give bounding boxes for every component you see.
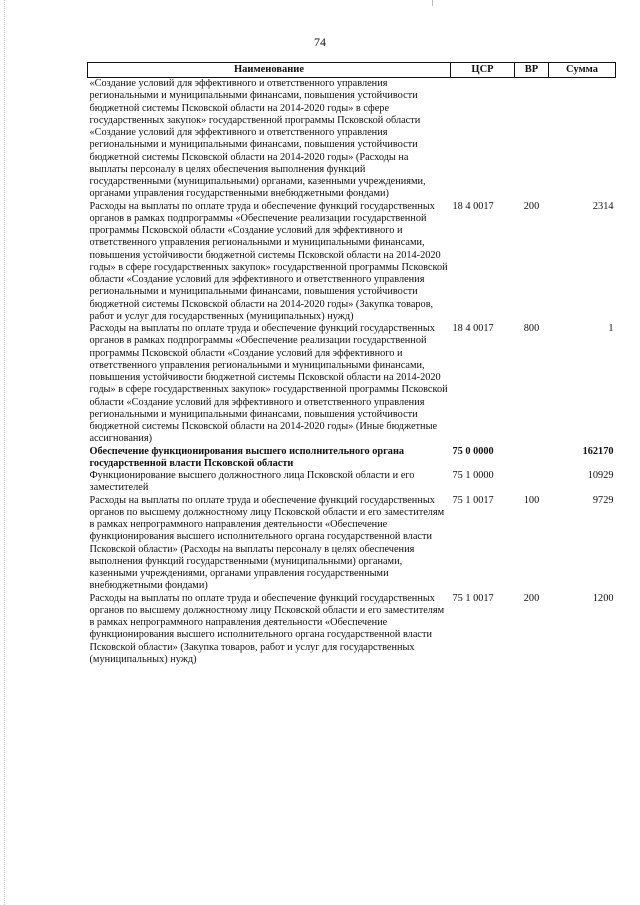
row-sum: 2314 bbox=[592, 200, 614, 212]
row-vr: 100 bbox=[523, 494, 540, 506]
row-sum: 1200 bbox=[592, 592, 614, 604]
row-csr: 18 4 0017 bbox=[452, 323, 494, 334]
header-name: Наименование bbox=[88, 63, 451, 78]
row-csr: 75 1 0017 bbox=[452, 494, 494, 506]
row-name: Расходы на выплаты по оплате труда и обеспечение функций государственных органов в рамках подпрограммы «Обеспечение реализации государственной программы Псковской области «Создание условий для эффективного и ответственного управления региональными и муниципальными финансами, повышения устойчивости бюджетной системы Псковской области на 2014-2020 годы» в сфере государственных закупок» государственной программы Псковской области «Создание условий для эффективного и ответственного управления региональными и муниципальными финансами, повышения устойчивости бюджетной системы Псковской области на 2014-2020 годы» (Иные бюджетные ассигнования) bbox=[89, 323, 448, 445]
table-row bbox=[88, 78, 616, 201]
table-header-row bbox=[88, 63, 616, 78]
row-name: Функционирование высшего должностного лица Псковской области и его заместителей bbox=[89, 470, 415, 494]
table-row bbox=[88, 470, 616, 495]
budget-table bbox=[87, 62, 616, 666]
table-row bbox=[88, 201, 616, 324]
row-csr bbox=[451, 78, 515, 201]
row-sum: 1 bbox=[608, 323, 614, 334]
table-row bbox=[88, 593, 616, 667]
row-sum: 10929 bbox=[587, 470, 614, 481]
row-name: «Создание условий для эффективного и ответственного управления региональными и муниципальными финансами, повышения устойчивости бюджетной системы Псковской области на 2014-2020 годы» в сфере государственных закупок» государственной программы Псковской области «Создание условий для эффективного и ответственного управления региональными и муниципальными финансами, повышения устойчивости бюджетной системы Псковской области на 2014-2020 годы» (Расходы на выплаты персоналу в целях обеспечения выполнения функций государственными (муниципальными) органами, казенными учреждениями, органами управления государственными внебюджетными фондами) bbox=[89, 78, 426, 200]
header-vr: ВР bbox=[515, 63, 549, 78]
row-vr bbox=[515, 446, 549, 471]
row-name: Расходы на выплаты по оплате труда и обеспечение функций государственных органов по высшему должностному лицу Псковской области и его заместителям в рамках непрограммного направления деятельности «Обеспечение функционирования высшего исполнительного органа государственной власти Псковской области» (Закупка товаров, работ и услуг для государственных (муниципальных) нужд) bbox=[89, 592, 445, 665]
scan-mark bbox=[432, 0, 433, 6]
table-row-section bbox=[88, 446, 616, 471]
row-name: Обеспечение функционирования высшего исполнительного органа государственной власти Псковской области bbox=[89, 445, 405, 469]
row-vr: 800 bbox=[523, 323, 540, 334]
row-sum: 162170 bbox=[582, 445, 614, 457]
row-vr: 200 bbox=[523, 200, 540, 212]
row-csr: 75 1 0017 bbox=[452, 592, 494, 604]
row-vr bbox=[515, 470, 549, 495]
row-vr bbox=[515, 78, 549, 201]
row-csr: 75 1 0000 bbox=[452, 470, 494, 481]
page-number: 74 bbox=[314, 35, 326, 49]
table-row bbox=[88, 495, 616, 593]
row-name: Расходы на выплаты по оплате труда и обеспечение функций государственных органов в рамках подпрограммы «Обеспечение реализации государственной программы Псковской области «Создание условий для эффективного и ответственного управления региональными и муниципальными финансами, повышения устойчивости бюджетной системы Псковской области на 2014-2020 годы» в сфере государственных закупок» государственной программы Псковской области «Создание условий для эффективного и ответственного управления региональными и муниципальными финансами, повышения устойчивости бюджетной системы Псковской области на 2014-2020 годы» (Закупка товаров, работ и услуг для государственных (муниципальных) нужд) bbox=[89, 200, 448, 322]
row-sum bbox=[549, 78, 616, 201]
table-row bbox=[88, 323, 616, 446]
row-csr: 18 4 0017 bbox=[452, 200, 494, 212]
header-sum: Сумма bbox=[549, 63, 616, 78]
row-name: Расходы на выплаты по оплате труда и обеспечение функций государственных органов по высшему должностному лицу Псковской области и его заместителям в рамках непрограммного направления деятельности «Обеспечение функционирования высшего исполнительного органа государственной власти Псковской области» (Расходы на выплаты персоналу в целях обеспечения выполнения функций государственными (муниципальными) органами, казенными учреждениями, органами управления государственными внебюджетными фондами) bbox=[89, 494, 445, 592]
row-vr: 200 bbox=[523, 592, 540, 604]
header-csr: ЦСР bbox=[451, 63, 515, 78]
row-sum: 9729 bbox=[592, 494, 614, 506]
row-csr: 75 0 0000 bbox=[452, 445, 494, 457]
scan-margin-line bbox=[4, 0, 6, 905]
